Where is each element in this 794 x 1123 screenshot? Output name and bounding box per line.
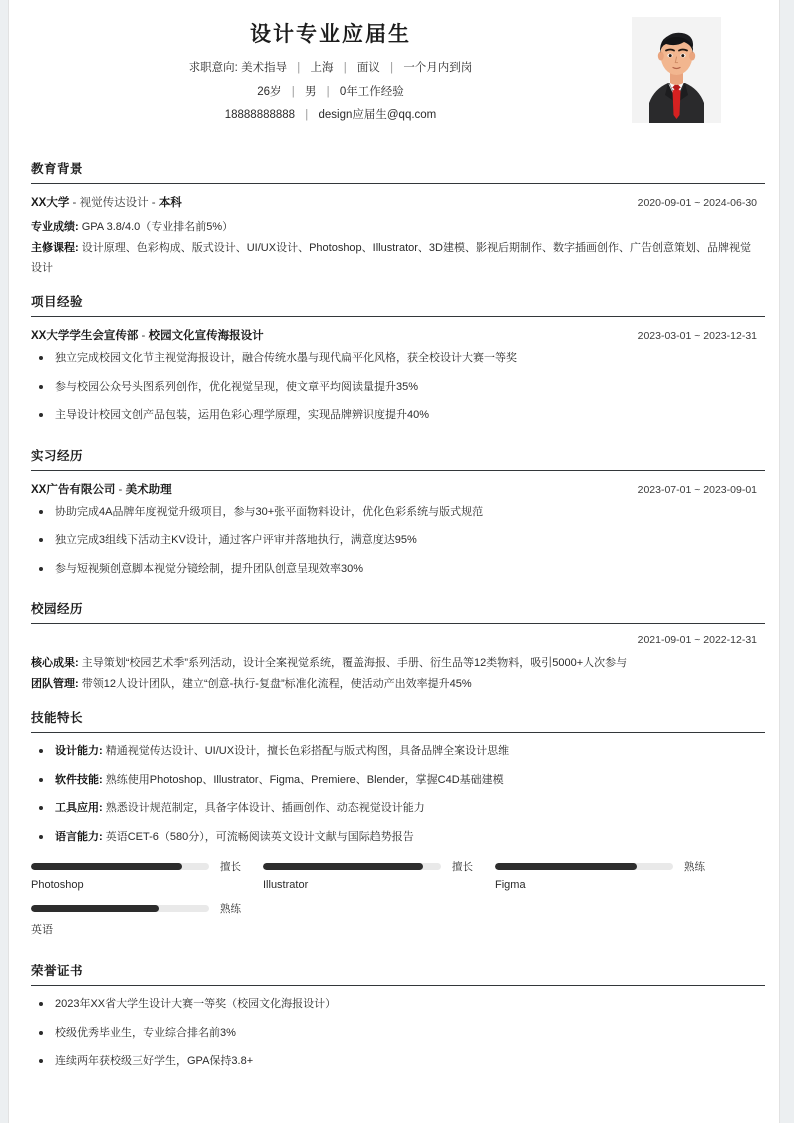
list-item: 参与短视频创意脚本视觉分镜绘制，提升团队创意呈现效率30% (31, 561, 757, 578)
list-item: 独立完成校园文化节主视觉海报设计，融合传统水墨与现代扁平化风格，获全校设计大赛一等奖 (31, 350, 757, 367)
skill-text: 熟练使用Photoshop、Illustrator、Figma、Premiere、Blender，掌握C4D基础建模 (105, 773, 504, 786)
entry-head (31, 327, 757, 343)
skill-meter-english (31, 901, 263, 937)
education-courses-row (31, 238, 757, 279)
skill-level-label: 擅长 (220, 860, 241, 873)
entry-title (31, 481, 172, 497)
skills-bullets (31, 743, 757, 845)
progress-fill (31, 863, 182, 870)
section-title: 实习经历 (31, 448, 84, 463)
skill-text: 英语CET-6（580分），可流畅阅读英文设计文献与国际趋势报告 (105, 830, 414, 843)
list-item: 独立完成3组线下活动主KV设计，通过客户评审并落地执行，满意度达95% (31, 532, 757, 549)
separator-icon: | (343, 62, 347, 75)
skill-name-label: Figma (495, 879, 526, 892)
separator-icon: | (390, 62, 394, 75)
entry-date: 2023-07-01 ~ 2023-09-01 (637, 483, 757, 496)
progress-fill (495, 863, 637, 870)
section-skills (23, 698, 765, 947)
entry-date: 2023-03-01 ~ 2023-12-31 (637, 330, 757, 343)
list-item (31, 829, 757, 846)
skill-meter-photoshop (31, 859, 263, 891)
honors-entry (23, 996, 765, 1070)
section-divider (31, 470, 765, 471)
skill-label: 工具应用: (55, 802, 103, 815)
list-item (31, 800, 757, 817)
honors-bullets (31, 996, 757, 1070)
internship-bullets (31, 504, 757, 578)
section-title: 校园经历 (31, 602, 84, 617)
gpa-value: GPA 3.8/4.0（专业排名前5%） (81, 221, 234, 234)
portrait-photo-icon (632, 17, 721, 123)
courses-value: 设计原理、色彩构成、版式设计、UI/UX设计、Photoshop、Illustrator、3D建模、影视后期制作、数字插画创作、广告创意策划、品牌视觉设计 (31, 241, 751, 274)
achievement-label: 核心成果: (31, 657, 79, 670)
skill-label: 设计能力: (55, 745, 103, 758)
entry-date: 2021-09-01 ~ 2022-12-31 (637, 634, 757, 647)
management-value: 带领12人设计团队，建立“创意-执行-复盘”标准化流程，使活动产出效率提升45% (81, 677, 472, 690)
contact-line-personal (23, 85, 638, 99)
entry-title (31, 194, 182, 210)
separator-icon: | (326, 85, 330, 98)
progress-track (31, 905, 209, 912)
campus-achievement-row (31, 653, 757, 673)
separator-icon: | (305, 108, 309, 121)
achievement-value: 主导策划“校园艺术季”系列活动，设计全案视觉系统，覆盖海报、手册、衍生品等12类物料，吸引5000+人次参与 (81, 657, 628, 670)
section-divider (31, 183, 765, 184)
campus-management-row (31, 674, 757, 694)
internship-entry (23, 481, 765, 578)
progress-fill (263, 863, 423, 870)
section-projects (23, 282, 765, 424)
section-internship (23, 436, 765, 578)
campus-entry (23, 634, 765, 694)
management-label: 团队管理: (31, 677, 79, 690)
skill-label: 语言能力: (55, 830, 103, 843)
section-divider (31, 732, 765, 733)
list-item (31, 772, 757, 789)
skills-entry (23, 743, 765, 845)
entry-head (31, 481, 757, 497)
gpa-label: 专业成绩: (31, 221, 79, 234)
school-name: XX大学 (31, 197, 70, 210)
intent-label: 求职意向: (188, 62, 238, 75)
page-title: 设计专业应届生 (250, 23, 411, 46)
resume-page (8, 0, 780, 1123)
project-name: 校园文化宣传海报设计 (148, 330, 264, 343)
progress-track (31, 863, 209, 870)
skill-level-label: 熟练 (684, 860, 705, 873)
job-title: 美术助理 (125, 483, 172, 496)
title-separator: - (69, 197, 80, 210)
avatar (632, 17, 721, 123)
skill-level-label: 熟练 (220, 902, 241, 915)
skill-name-label: Photoshop (31, 879, 84, 892)
separator-icon: | (291, 85, 295, 98)
list-item: 协助完成4A品牌年度视觉升级项目，参与30+张平面物料设计，优化色彩系统与版式规范 (31, 504, 757, 521)
skill-label: 软件技能: (55, 773, 103, 786)
email-address[interactable]: design应届生@qq.com (318, 108, 437, 121)
entry-date: 2020-09-01 ~ 2024-06-30 (637, 197, 757, 210)
intent-city: 上海 (310, 62, 334, 75)
personal-age: 26岁 (257, 85, 282, 98)
organization-name: XX大学学生会宣传部 (31, 330, 139, 343)
phone-number[interactable]: 18888888888 (224, 108, 296, 121)
skill-name-label: Illustrator (263, 879, 309, 892)
contact-line-reach (23, 108, 638, 122)
progress-track (263, 863, 441, 870)
contact-line-intent (23, 61, 638, 75)
section-education (23, 149, 765, 278)
major-name: 视觉传达设计 (79, 197, 149, 210)
list-item: 主导设计校园文创产品包装，运用色彩心理学原理，实现品牌辨识度提升40% (31, 407, 757, 424)
skill-meter-figma (495, 859, 727, 891)
list-item: 校级优秀毕业生，专业综合排名前3% (31, 1025, 757, 1042)
skill-meter (31, 901, 263, 915)
courses-label: 主修课程: (31, 241, 79, 254)
section-divider (31, 985, 765, 986)
entry-head (31, 194, 757, 210)
degree-name: 本科 (158, 197, 182, 210)
intent-salary: 面议 (356, 62, 380, 75)
resume-header (23, 0, 765, 145)
personal-experience: 0年工作经验 (339, 85, 404, 98)
skill-level-label: 擅长 (452, 860, 473, 873)
education-entry (23, 194, 765, 278)
skill-text: 精通视觉传达设计、UI/UX设计，擅长色彩搭配与版式构图，具备品牌全案设计思维 (105, 745, 510, 758)
header-text-block (23, 22, 638, 122)
skill-meter (263, 859, 495, 873)
section-campus (23, 589, 765, 694)
personal-gender: 男 (304, 85, 317, 98)
skill-meter (495, 859, 727, 873)
section-title: 技能特长 (31, 711, 84, 726)
project-entry (23, 327, 765, 424)
skill-meter-illustrator (263, 859, 495, 891)
project-bullets (31, 350, 757, 424)
progress-track (495, 863, 673, 870)
progress-fill (31, 905, 159, 912)
skill-text: 熟悉设计规范制定，具备字体设计、插画创作、动态视觉设计能力 (105, 802, 425, 815)
education-gpa-row (31, 217, 757, 237)
section-honors (23, 951, 765, 1070)
entry-title (31, 327, 264, 343)
intent-position: 美术指导 (241, 62, 288, 75)
section-title: 荣誉证书 (31, 964, 84, 979)
section-divider (31, 623, 765, 624)
section-title: 教育背景 (31, 162, 84, 177)
list-item (31, 743, 757, 760)
intent-availability: 一个月内到岗 (403, 62, 473, 75)
title-separator: - (138, 330, 149, 343)
skill-meter (31, 859, 263, 873)
title-separator: - (148, 197, 159, 210)
title-separator: - (115, 483, 126, 496)
section-title: 项目经验 (31, 295, 84, 310)
skill-meter-grid (23, 857, 765, 947)
skill-name-label: 英语 (31, 924, 53, 937)
list-item: 2023年XX省大学生设计大赛一等奖（校园文化海报设计） (31, 996, 757, 1013)
section-divider (31, 316, 765, 317)
list-item: 参与校园公众号头图系列创作，优化视觉呈现，使文章平均阅读量提升35% (31, 379, 757, 396)
separator-icon: | (297, 62, 301, 75)
company-name: XX广告有限公司 (31, 483, 116, 496)
list-item: 连续两年获校级三好学生，GPA保持3.8+ (31, 1053, 757, 1070)
entry-head (31, 634, 757, 646)
